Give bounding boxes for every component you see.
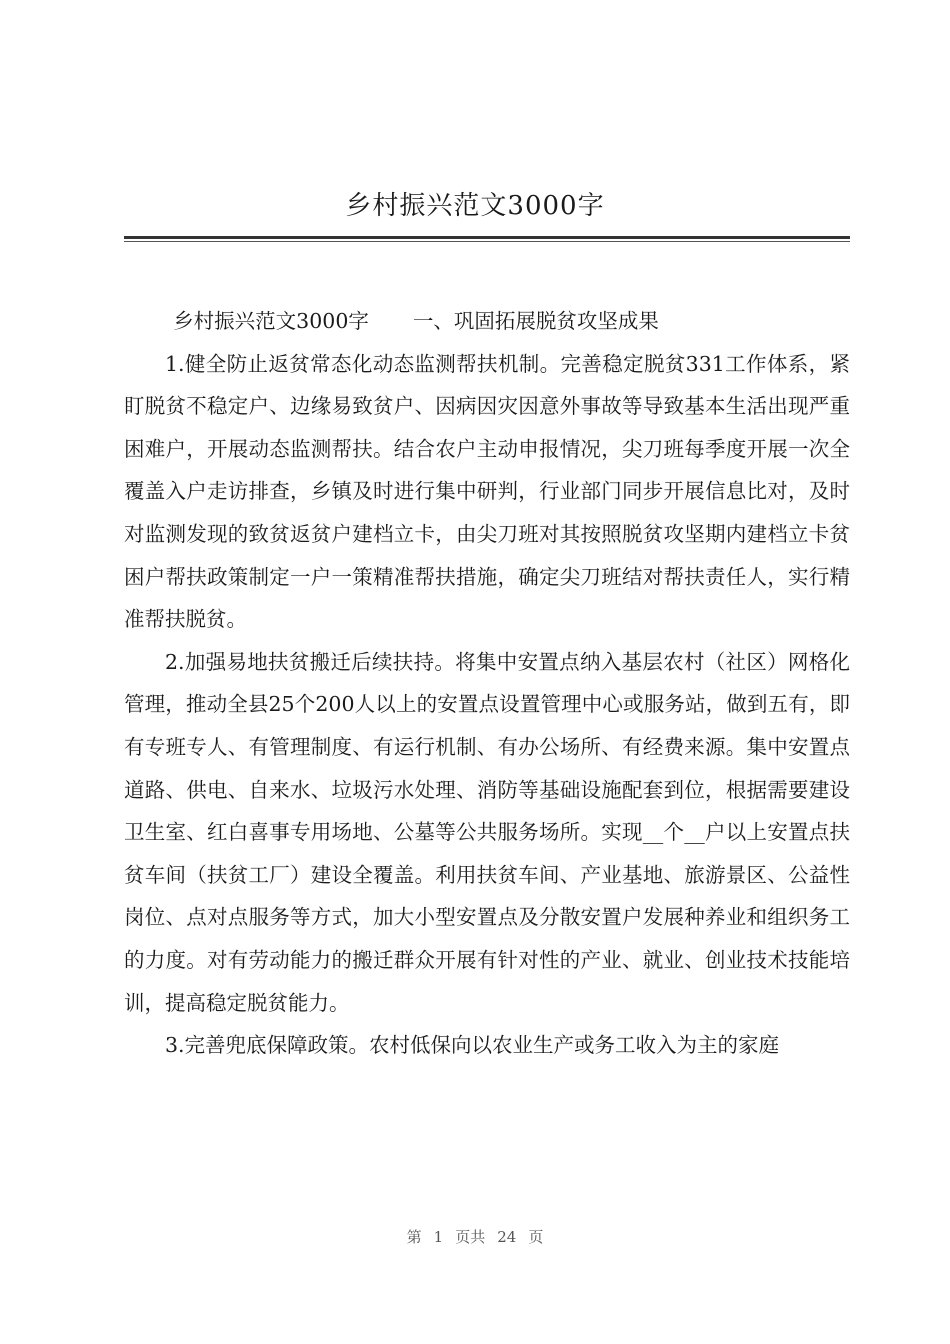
footer-current-page: 1	[433, 1228, 444, 1246]
lead-line	[124, 300, 850, 343]
title-divider-thin	[124, 241, 850, 242]
paragraph-1: 1.健全防止返贫常态化动态监测帮扶机制。完善稳定脱贫331工作体系，紧盯脱贫不稳定户、边缘易致贫户、因病因灾因意外事故等导致基本生活出现严重困难户，开展动态监测帮扶。结合农户主动申报情况，尖刀班每季度开展一次全覆盖入户走访排查，乡镇及时进行集中研判，行业部门同步开展信息比对，及时对监测发现的致贫返贫户建档立卡，由尖刀班对其按照脱贫攻坚期内建档立卡贫困户帮扶政策制定一户一策精准帮扶措施，确定尖刀班结对帮扶责任人，实行精准帮扶脱贫。	[124, 351, 850, 632]
footer-total-pages: 24	[497, 1228, 517, 1246]
footer-label-total: 页共	[455, 1228, 486, 1246]
page-footer	[0, 1226, 950, 1248]
section-heading: 一、巩固拓展脱贫攻坚成果	[412, 309, 659, 333]
page-title: 乡村振兴范文3000字	[345, 191, 605, 221]
document-body	[124, 300, 850, 1067]
footer-label-end: 页	[528, 1228, 544, 1246]
paragraph-2: 2.加强易地扶贫搬迁后续扶持。将集中安置点纳入基层农村（社区）网格化管理，推动全县25个200人以上的安置点设置管理中心或服务站，做到五有，即有专班专人、有管理制度、有运行机制、有办公场所、有经费来源。集中安置点道路、供电、自来水、垃圾污水处理、消防等基础设施配套到位，根据需要建设卫生室、红白喜事专用场地、公墓等公共服务场所。实现__个__户以上安置点扶贫车间（扶贫工厂）建设全覆盖。利用扶贫车间、产业基地、旅游景区、公益性岗位、点对点服务等方式，加大小型安置点及分散安置户发展种养业和组织务工的力度。对有劳动能力的搬迁群众开展有针对性的产业、就业、创业技术技能培训，提高稳定脱贫能力。	[124, 649, 850, 1015]
footer-label-page: 第	[406, 1228, 422, 1246]
lead-title: 乡村振兴范文3000字	[173, 309, 369, 333]
title-divider-thick	[124, 236, 850, 239]
title-divider	[124, 236, 850, 242]
paragraph-3: 3.完善兜底保障政策。农村低保向以农业生产或务工收入为主的家庭	[165, 1033, 780, 1058]
